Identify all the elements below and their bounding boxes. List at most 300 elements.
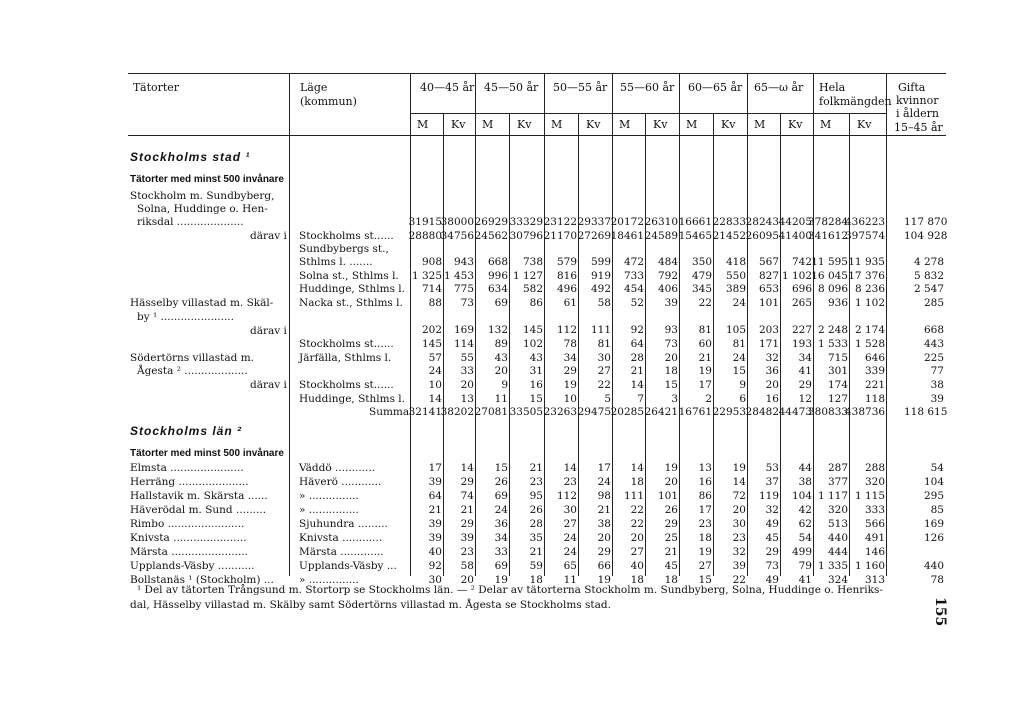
table-cell: 996 (487, 270, 508, 282)
place-name: Rimbo ....................... (130, 518, 245, 530)
table-cell: 646 (864, 352, 885, 364)
table-cell: 579 (556, 256, 577, 268)
table-cell: 145 (522, 324, 543, 336)
table-cell: 27 (630, 546, 644, 558)
table-cell: 86 (698, 490, 712, 502)
table-cell: 61 (563, 297, 577, 309)
table-cell: 1 528 (854, 338, 885, 350)
table-cell: 58 (597, 297, 611, 309)
table-cell: 10 (563, 393, 577, 405)
table-cell: 38202 (440, 406, 474, 418)
table-cell: 21 (664, 546, 678, 558)
rule-header-bottom (128, 135, 946, 136)
table-cell: 23 (460, 546, 474, 558)
table-cell: 668 (923, 324, 944, 336)
table-cell: 1 533 (817, 338, 848, 350)
table-cell: 37 (765, 476, 779, 488)
table-cell: 23 (732, 532, 746, 544)
table-cell: 221 (864, 379, 885, 391)
table-cell: 32141 (408, 406, 442, 418)
table-cell: 22 (630, 504, 644, 516)
table-cell: 634 (487, 283, 508, 295)
table-cell: 9 (501, 379, 508, 391)
table-cell: 105 (725, 324, 746, 336)
table-cell: 59 (529, 560, 543, 572)
table-cell: 72 (732, 490, 746, 502)
table-cell: 49 (765, 518, 779, 530)
table-cell: 15 (698, 574, 712, 586)
table-cell: 39 (428, 518, 442, 530)
table-cell: 92 (630, 324, 644, 336)
table-cell: 118 (864, 393, 885, 405)
table-cell: 114 (453, 338, 474, 350)
header-age-4: 60—65 år (688, 81, 743, 94)
table-cell: 919 (590, 270, 611, 282)
place-name: Märsta ....................... (130, 546, 249, 558)
table-cell: 472 (623, 256, 644, 268)
table-cell: 33 (494, 546, 508, 558)
table-cell: 169 (453, 324, 474, 336)
kommun-name: » ............... (299, 504, 359, 516)
kommun-name: Stockholms st...... (299, 379, 394, 391)
kommun-name: Märsta ............. (299, 546, 384, 558)
place-name: Knivsta ...................... (130, 532, 247, 544)
table-cell: 5 832 (913, 270, 944, 282)
table-cell: 101 (657, 490, 678, 502)
table-cell: 29 (460, 476, 474, 488)
table-cell: 52 (630, 297, 644, 309)
table-cell: 4 278 (913, 256, 944, 268)
table-cell: 295 (923, 490, 944, 502)
header-kv: Kv (653, 118, 668, 131)
table-cell: 287 (827, 462, 848, 474)
header-lage: Läge (300, 81, 328, 94)
table-cell: 16 (529, 379, 543, 391)
table-cell: 492 (590, 283, 611, 295)
table-cell: 21170 (543, 230, 577, 242)
header-age-5: 65—ω år (754, 81, 804, 94)
table-cell: 32 (765, 352, 779, 364)
table-cell: 17 376 (848, 270, 885, 282)
rule-top (128, 73, 946, 74)
table-cell: 18 (529, 574, 543, 586)
table-cell: 11 (563, 574, 577, 586)
table-cell: 20 (597, 532, 611, 544)
header-m: M (820, 118, 832, 131)
table-cell: 1 325 (411, 270, 442, 282)
table-cell: 36 (494, 518, 508, 530)
table-cell: 2 248 (817, 324, 848, 336)
subsection-title: Tätorter med minst 500 invånare (130, 174, 284, 185)
darav-label: därav i (250, 325, 287, 337)
table-cell: 17 (597, 462, 611, 474)
table-cell: 19 (494, 574, 508, 586)
table-cell: 18461 (610, 230, 644, 242)
table-cell: 34 (798, 352, 812, 364)
table-cell: 26 (664, 504, 678, 516)
rule-header-mid (410, 113, 886, 114)
table-cell: 39 (428, 532, 442, 544)
table-cell: 2 174 (854, 324, 885, 336)
table-cell: 42 (798, 504, 812, 516)
table-cell: 54 (930, 462, 944, 474)
table-cell: 101 (758, 297, 779, 309)
table-cell: 88 (428, 297, 442, 309)
table-cell: 22 (597, 379, 611, 391)
table-cell: 73 (460, 297, 474, 309)
table-cell: 36 (765, 365, 779, 377)
table-cell: 14 (630, 462, 644, 474)
table-cell: 21 (529, 546, 543, 558)
table-cell: 35 (529, 532, 543, 544)
table-cell: 25 (664, 532, 678, 544)
table-cell: 440 (827, 532, 848, 544)
table-cell: 668 (487, 256, 508, 268)
table-cell: 18 (664, 574, 678, 586)
table-cell: 30 (563, 504, 577, 516)
kommun-name: Nacka st., Sthlms l. (299, 297, 403, 309)
table-cell: 1 117 (817, 490, 848, 502)
table-cell: 341612 (808, 230, 849, 242)
table-cell: 38 (930, 379, 944, 391)
section-stockholms-stad: Stockholms stad ¹ (130, 150, 251, 164)
table-cell: 27 (563, 518, 577, 530)
table-cell: 19 (597, 574, 611, 586)
table-cell: 24 (597, 476, 611, 488)
table-cell: 10 (428, 379, 442, 391)
table-cell: 93 (664, 324, 678, 336)
table-cell: 19 (664, 462, 678, 474)
table-cell: 1 453 (443, 270, 474, 282)
table-cell: 827 (758, 270, 779, 282)
place-name: Hallstavik m. Skärsta ...... (130, 490, 268, 502)
table-cell: 1 115 (854, 490, 885, 502)
table-cell: 792 (657, 270, 678, 282)
table-cell: 816 (556, 270, 577, 282)
table-cell: 69 (494, 490, 508, 502)
kommun-name: Häverö ............ (299, 476, 382, 488)
table-cell: 44205 (778, 216, 812, 228)
kommun-name: » ............... (299, 490, 359, 502)
table-cell: 225 (923, 352, 944, 364)
table-cell: 567 (758, 256, 779, 268)
table-cell: 12 (798, 393, 812, 405)
table-cell: 104 928 (904, 230, 948, 242)
place-name: Bollstanäs ¹ (Stockholm) ... (130, 574, 274, 586)
table-cell: 28 (630, 352, 644, 364)
table-cell: 20285 (610, 406, 644, 418)
table-cell: 23263 (543, 406, 577, 418)
table-cell: 81 (698, 324, 712, 336)
table-cell: 17 (428, 462, 442, 474)
table-cell: 102 (522, 338, 543, 350)
table-cell: 418 (725, 256, 746, 268)
darav-label: därav i (250, 230, 287, 242)
table-cell: 21452 (712, 230, 746, 242)
table-cell: 26 (494, 476, 508, 488)
place-label: Ågesta ² ................... (137, 365, 248, 377)
place-name: Herräng ..................... (130, 476, 249, 488)
table-cell: 28880 (408, 230, 442, 242)
table-cell: 440 (923, 560, 944, 572)
table-cell: 40 (630, 560, 644, 572)
table-cell: 57 (428, 352, 442, 364)
table-cell: 38 (597, 518, 611, 530)
header-age-3: 55—60 år (620, 81, 675, 94)
table-cell: 389 (725, 283, 746, 295)
table-cell: 491 (864, 532, 885, 544)
table-cell: 324 (827, 574, 848, 586)
table-cell: 60 (698, 338, 712, 350)
table-cell: 55 (460, 352, 474, 364)
table-cell: 32 (732, 546, 746, 558)
table-cell: 39 (664, 297, 678, 309)
table-cell: 15 (664, 379, 678, 391)
table-cell: 78 (930, 574, 944, 586)
table-cell: 27081 (474, 406, 508, 418)
table-cell: 582 (522, 283, 543, 295)
header-age-2: 50—55 år (553, 81, 608, 94)
kommun-name: Huddinge, Sthlms l. (299, 393, 406, 405)
table-cell: 66 (597, 560, 611, 572)
page-number: 155 (932, 597, 948, 627)
table-cell: 16761 (678, 406, 712, 418)
table-cell: 27 (698, 560, 712, 572)
table-cell: 33329 (509, 216, 543, 228)
table-cell: 436223 (845, 216, 886, 228)
table-cell: 38 (798, 476, 812, 488)
table-cell: 22 (698, 297, 712, 309)
place-label: by ¹ ...................... (137, 311, 234, 323)
table-cell: 26421 (644, 406, 678, 418)
table-cell: 24 (563, 546, 577, 558)
table-cell: 23 (529, 476, 543, 488)
table-cell: 22 (630, 518, 644, 530)
table-cell: 74 (460, 490, 474, 502)
table-cell: 193 (791, 338, 812, 350)
table-cell: 18 (630, 476, 644, 488)
table-cell: 715 (827, 352, 848, 364)
table-cell: 301 (827, 365, 848, 377)
table-cell: 550 (725, 270, 746, 282)
table-cell: 13 (460, 393, 474, 405)
kommun-name: Stockholms st...... (299, 230, 394, 242)
header-m: M (754, 118, 766, 131)
table-cell: 11 935 (848, 256, 885, 268)
table-cell: 95 (529, 490, 543, 502)
place-name: Upplands-Väsby ........... (130, 560, 255, 572)
table-cell: 81 (732, 338, 746, 350)
header-kv: Kv (586, 118, 601, 131)
table-cell: 202 (421, 324, 442, 336)
col-divider (289, 73, 290, 576)
header-kv: Kv (788, 118, 803, 131)
table-cell: 26 (529, 504, 543, 516)
kommun-name: Väddö ............ (299, 462, 376, 474)
kommun-name: Järfälla, Sthlms l. (299, 352, 392, 364)
table-cell: 775 (453, 283, 474, 295)
table-cell: 29 (460, 518, 474, 530)
table-cell: 17 (698, 504, 712, 516)
table-cell: 29475 (577, 406, 611, 418)
table-cell: 13 (698, 462, 712, 474)
table-cell: 9 (739, 379, 746, 391)
table-cell: 14 (732, 476, 746, 488)
table-cell: 41 (798, 365, 812, 377)
table-cell: 28 (529, 518, 543, 530)
table-cell: 21 (529, 462, 543, 474)
table-cell: 69 (494, 560, 508, 572)
table-cell: 16 (765, 393, 779, 405)
table-cell: 444 (827, 546, 848, 558)
table-cell: 943 (453, 256, 474, 268)
table-cell: 16 (698, 476, 712, 488)
table-cell: 21 (698, 352, 712, 364)
kommun-name: Sundbybergs st., (299, 243, 389, 255)
table-cell: 377 (827, 476, 848, 488)
table-cell: 32 (765, 504, 779, 516)
table-cell: 20 (460, 379, 474, 391)
table-cell: 15 (529, 393, 543, 405)
table-cell: 79 (798, 560, 812, 572)
table-cell: 30 (732, 518, 746, 530)
table-cell: 22 (732, 574, 746, 586)
place-name: Elmsta ...................... (130, 462, 244, 474)
table-cell: 288 (864, 462, 885, 474)
table-cell: 119 (758, 490, 779, 502)
table-cell: 285 (923, 297, 944, 309)
table-cell: 29337 (577, 216, 611, 228)
table-cell: 38000 (440, 216, 474, 228)
table-cell: 58 (460, 560, 474, 572)
summa-label: Summa (369, 406, 410, 418)
table-cell: 111 (590, 324, 611, 336)
table-cell: 64 (630, 338, 644, 350)
table-cell: 20 (765, 379, 779, 391)
table-cell: 742 (791, 256, 812, 268)
table-cell: 29 (597, 546, 611, 558)
col-divider (886, 73, 887, 576)
table-cell: 44 (798, 462, 812, 474)
header-kv: Kv (517, 118, 532, 131)
table-cell: 1 160 (854, 560, 885, 572)
table-cell: 43 (529, 352, 543, 364)
table-cell: 20 (494, 365, 508, 377)
table-cell: 21 (428, 504, 442, 516)
table-cell: 53 (765, 462, 779, 474)
table-cell: 19 (732, 462, 746, 474)
table-cell: 24 (732, 352, 746, 364)
table-cell: 22953 (712, 406, 746, 418)
header-hela: Hela (819, 81, 846, 94)
table-cell: 443 (923, 338, 944, 350)
header-m: M (417, 118, 429, 131)
table-cell: 30 (597, 352, 611, 364)
table-cell: 44473 (778, 406, 812, 418)
place-label: Södertörns villastad m. (130, 352, 255, 364)
table-cell: 24 (732, 297, 746, 309)
table-cell: 16661 (678, 216, 712, 228)
table-cell: 34 (494, 532, 508, 544)
table-cell: 111 (623, 490, 644, 502)
table-cell: 30796 (509, 230, 543, 242)
kommun-name: Sjuhundra ......... (299, 518, 388, 530)
table-cell: 350 (691, 256, 712, 268)
table-cell: 73 (765, 560, 779, 572)
table-cell: 496 (556, 283, 577, 295)
header-kommun: (kommun) (300, 95, 357, 108)
table-cell: 14 (563, 462, 577, 474)
table-cell: 18 (664, 365, 678, 377)
table-cell: 40 (428, 546, 442, 558)
table-cell: 20 (630, 532, 644, 544)
table-cell: 714 (421, 283, 442, 295)
table-cell: 26929 (474, 216, 508, 228)
header-gifta-1: kvinnor (896, 94, 939, 107)
header-age-1: 45—50 år (484, 81, 539, 94)
table-cell: 34 (563, 352, 577, 364)
table-cell: 1 102 (854, 297, 885, 309)
table-cell: 146 (864, 546, 885, 558)
table-cell: 6 (739, 393, 746, 405)
place-name: Häverödal m. Sund ......... (130, 504, 267, 516)
table-cell: 29 (664, 518, 678, 530)
table-cell: 18 (630, 574, 644, 586)
table-cell: 29 (765, 546, 779, 558)
table-cell: 174 (827, 379, 848, 391)
table-cell: 11 (494, 393, 508, 405)
place-label: Stockholm m. Sundbyberg, (130, 190, 275, 202)
table-cell: 64 (428, 490, 442, 502)
table-cell: 513 (827, 518, 848, 530)
header-m: M (551, 118, 563, 131)
table-cell: 19 (563, 379, 577, 391)
table-cell: 378284 (808, 216, 849, 228)
table-cell: 33505 (509, 406, 543, 418)
table-cell: 24562 (474, 230, 508, 242)
table-cell: 49 (765, 574, 779, 586)
table-cell: 203 (758, 324, 779, 336)
table-cell: 112 (556, 490, 577, 502)
table-cell: 406 (657, 283, 678, 295)
table-cell: 5 (604, 393, 611, 405)
table-cell: 696 (791, 283, 812, 295)
header-m: M (482, 118, 494, 131)
table-cell: 22833 (712, 216, 746, 228)
table-cell: 15465 (678, 230, 712, 242)
table-cell: 23 (563, 476, 577, 488)
table-cell: 17 (698, 379, 712, 391)
table-cell: 29 (798, 379, 812, 391)
table-cell: 8 236 (854, 283, 885, 295)
table-cell: 81 (597, 338, 611, 350)
table-cell: 45 (664, 560, 678, 572)
table-cell: 45 (765, 532, 779, 544)
table-cell: 397574 (845, 230, 886, 242)
table-cell: 11 595 (811, 256, 848, 268)
table-cell: 104 (923, 476, 944, 488)
table-cell: 23 (698, 518, 712, 530)
table-cell: 30 (428, 574, 442, 586)
table-cell: 18 (698, 532, 712, 544)
header-age-0: 40—45 år (420, 81, 475, 94)
table-cell: 24 (494, 504, 508, 516)
table-cell: 380833 (808, 406, 849, 418)
table-cell: 29 (563, 365, 577, 377)
table-cell: 599 (590, 256, 611, 268)
place-label: Solna, Huddinge o. Hen- (137, 203, 268, 215)
place-label: Hässelby villastad m. Skäl- (130, 297, 274, 309)
